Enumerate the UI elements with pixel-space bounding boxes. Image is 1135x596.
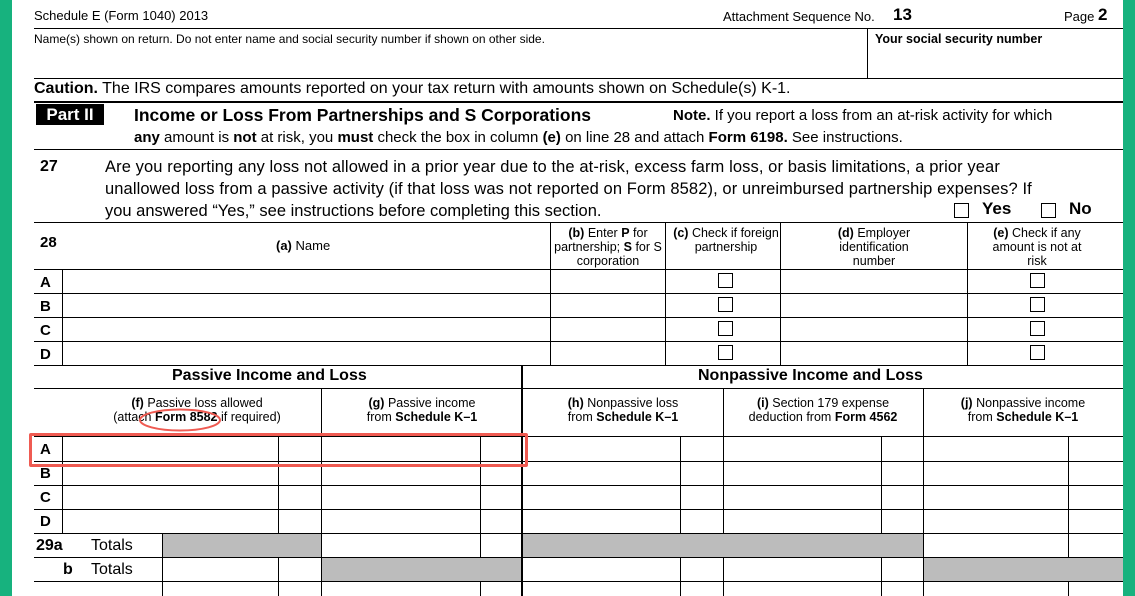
highlight-row-a: [29, 433, 528, 467]
col-d-letter: (d): [837, 226, 854, 240]
col-i-form: Form 4562: [834, 410, 898, 424]
divider: [665, 222, 666, 365]
col-j-letter: (j): [960, 396, 973, 410]
col-g-sched: Schedule K–1: [395, 410, 478, 424]
note-on-line: on line 28 and attach: [565, 129, 705, 146]
col-i-letter: (i): [756, 396, 769, 410]
col-j-header: [923, 396, 1123, 424]
col-a-header: [276, 238, 330, 253]
caution-line: [34, 80, 791, 98]
col-c-text: Check if foreign partnership: [691, 226, 779, 254]
col-i-text1: Section 179 expense: [772, 396, 890, 410]
yes-checkbox[interactable]: [954, 203, 969, 218]
shaded-cell: [322, 558, 521, 581]
col-b-text2: for partnership;: [554, 226, 648, 254]
divider: [62, 269, 63, 365]
row-label-d: D: [40, 346, 51, 363]
foreign-checkbox-c[interactable]: [718, 321, 733, 336]
foreign-checkbox-d[interactable]: [718, 345, 733, 360]
col-h-text2: from: [567, 410, 593, 424]
name-field-b[interactable]: [66, 296, 546, 315]
line-27-number: 27: [40, 158, 58, 175]
divider: [780, 222, 781, 365]
col-e-letter: (e): [993, 226, 1009, 240]
divider: [34, 101, 1123, 103]
divider: [34, 509, 1123, 510]
col-i-text2: deduction from: [748, 410, 832, 424]
part-note-line2: [134, 129, 903, 146]
part-title: Income or Loss From Partnerships and S Corporations: [134, 105, 592, 125]
divider: [34, 28, 1123, 29]
note-form: Form 6198.: [708, 129, 788, 146]
line-27-text-1: Are you reporting any loss not allowed in a prior year due to the at-risk, excess farm loss, or basis limitations, a prior year: [105, 158, 1000, 176]
foreign-checkbox-a[interactable]: [718, 273, 733, 288]
shaded-cell: [163, 534, 321, 557]
divider: [34, 581, 1123, 582]
col-g-letter: (g): [368, 396, 385, 410]
col-i-header: [723, 396, 923, 424]
col-e-text: Check if any amount is not at risk: [992, 226, 1082, 268]
yes-label: Yes: [982, 199, 1012, 218]
at-risk-checkbox-a[interactable]: [1030, 273, 1045, 288]
note-amount: amount is: [164, 129, 230, 146]
shaded-cell: [523, 534, 923, 557]
no-checkbox[interactable]: [1041, 203, 1056, 218]
foreign-checkbox-b[interactable]: [718, 297, 733, 312]
col-h-letter: (h): [567, 396, 584, 410]
caution-text: The IRS compares amounts reported on your tax return with amounts shown on Schedule(s) K-1.: [102, 80, 791, 97]
note-must: must: [337, 129, 374, 146]
divider: [34, 341, 1123, 342]
line-29a-number: 29a: [36, 537, 63, 554]
at-risk-checkbox-b[interactable]: [1030, 297, 1045, 312]
row-label-c: C: [40, 322, 51, 339]
col-g-text2: from: [366, 410, 392, 424]
nonpassive-heading: Nonpassive Income and Loss: [698, 367, 923, 384]
divider: [34, 293, 1123, 294]
divider: [34, 388, 1123, 389]
col-d-text: Employer identification number: [839, 226, 911, 268]
part-note-line1: [673, 107, 1052, 124]
totals-29a-label: Totals: [91, 537, 133, 554]
divider: [967, 222, 968, 365]
note-at-risk: at risk, you: [260, 129, 334, 146]
at-risk-checkbox-d[interactable]: [1030, 345, 1045, 360]
col-a-letter: (a): [276, 238, 292, 253]
col-c-letter: (c): [673, 226, 689, 240]
col-f-letter: (f): [131, 396, 144, 410]
passive-heading: Passive Income and Loss: [172, 367, 367, 384]
income-row-label-a: A: [40, 441, 51, 458]
totals-29b-label: Totals: [91, 561, 133, 578]
divider: [34, 269, 1123, 270]
attachment-sequence-label: Attachment Sequence No.: [723, 9, 875, 24]
col-b-header: [552, 226, 664, 268]
col-b-p: P: [621, 226, 630, 240]
col-h-header: [523, 396, 723, 424]
divider: [34, 78, 1123, 79]
divider: [867, 28, 868, 78]
form-page: [12, 0, 1123, 596]
col-g-header: [322, 396, 522, 424]
note-not: not: [233, 129, 257, 146]
page-number: 2: [1098, 5, 1108, 24]
note-text: If you report a loss from an at-risk activity for which: [714, 107, 1053, 124]
row-label-b: B: [40, 298, 51, 315]
note-e: (e): [542, 129, 561, 146]
name-field-d[interactable]: [66, 344, 546, 363]
divider: [723, 388, 724, 596]
col-b-letter: (b): [568, 226, 585, 240]
col-f-text3: if required): [220, 410, 281, 424]
col-b-s: S: [623, 240, 632, 254]
shaded-cell: [924, 558, 1123, 581]
col-j-text1: Nonpassive income: [976, 396, 1086, 410]
income-row-label-d: D: [40, 513, 51, 530]
at-risk-checkbox-c[interactable]: [1030, 321, 1045, 336]
form-title: Schedule E (Form 1040) 2013: [34, 8, 209, 23]
divider: [521, 365, 523, 596]
highlight-ellipse: [138, 408, 222, 432]
divider: [550, 222, 551, 365]
divider: [34, 222, 1123, 223]
name-field-a[interactable]: [66, 272, 546, 291]
line-27-text-3: you answered “Yes,” see instructions before completing this section.: [105, 202, 602, 220]
caution-label: Caution.: [34, 80, 98, 97]
line-29b-number: b: [63, 561, 73, 578]
divider: [34, 317, 1123, 318]
note-check: check the box in column: [377, 129, 539, 146]
no-label: No: [1069, 199, 1092, 218]
col-f-form: Form 8582: [154, 410, 218, 424]
col-f-text1: Passive loss allowed: [147, 396, 263, 410]
names-field[interactable]: [36, 48, 861, 74]
attachment-sequence-number: 13: [893, 5, 912, 24]
note-see: See instructions.: [791, 129, 903, 146]
col-h-text1: Nonpassive loss: [587, 396, 679, 410]
col-b-text3: for S corporation: [576, 240, 662, 268]
ssn-field[interactable]: [872, 48, 1117, 74]
col-e-header: [972, 226, 1102, 268]
col-c-header: [672, 226, 780, 254]
page-label: Page: [1064, 9, 1095, 24]
col-f-text2: (attach: [113, 410, 152, 424]
divider: [34, 485, 1123, 486]
income-row-label-c: C: [40, 489, 51, 506]
col-h-sched: Schedule K–1: [596, 410, 679, 424]
col-b-text1: Enter: [587, 226, 618, 240]
line-28-number: 28: [40, 234, 57, 251]
col-d-header: [798, 226, 950, 268]
col-g-text1: Passive income: [387, 396, 476, 410]
part-label: Part II: [36, 104, 104, 125]
col-a-text: Name: [295, 238, 331, 253]
row-label-a: A: [40, 274, 51, 291]
divider: [680, 436, 681, 596]
ssn-label: Your social security number: [875, 32, 1043, 46]
divider: [881, 436, 882, 596]
divider: [34, 149, 1123, 150]
line-27-text-2: unallowed loss from a passive activity (if that loss was not reported on Form 8582), or unreimbursed partnership expenses? If: [105, 180, 1032, 198]
name-field-c[interactable]: [66, 320, 546, 339]
col-j-sched: Schedule K–1: [996, 410, 1079, 424]
note-any: any: [134, 129, 160, 146]
note-label: Note.: [673, 107, 711, 124]
names-label: Name(s) shown on return. Do not enter name and social security number if shown on other side.: [34, 32, 545, 46]
col-j-text2: from: [967, 410, 993, 424]
divider: [34, 365, 1123, 366]
income-row-label-b: B: [40, 465, 51, 482]
